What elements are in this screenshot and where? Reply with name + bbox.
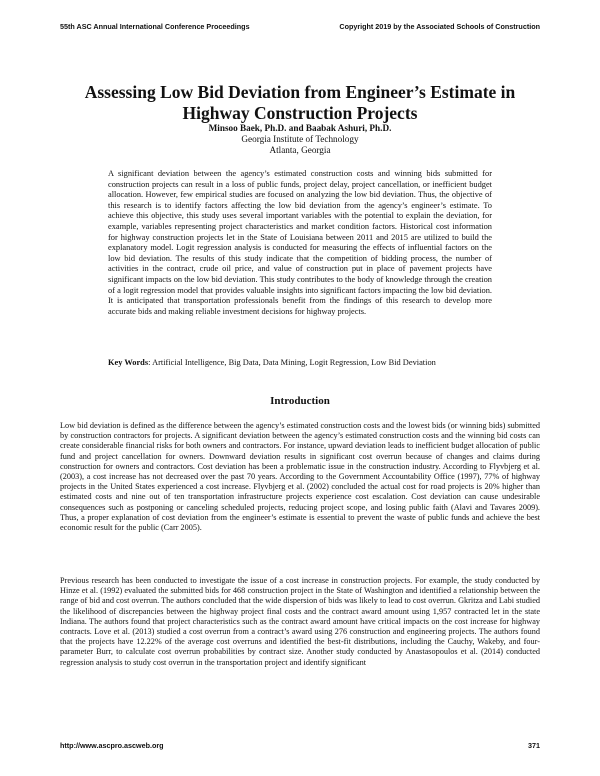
running-header-copyright: Copyright 2019 by the Associated Schools of Construction	[339, 22, 540, 31]
footer-url: http://www.ascpro.ascweb.org	[60, 741, 164, 750]
abstract: A significant deviation between the agency’s estimated construction costs and winning bids submitted for construction projects can result in a loss of public funds, project delay, project cancellation, or inefficient budget allocation. However, few empirical studies are focused on analyzing the low bid deviation. Thus, the objective of this research is to identify factors affecting the low bid deviation from the agency’s engineer’s estimate. To achieve this objective, this study uses several important variables with the potential to explain the deviation, for example, variables representing project characteristics and market condition factors. Historical cost information for highway construction projects let in the State of Louisiana between 2011 and 2015 are utilized to build the explanatory model. Logit regression analysis is conducted for measuring the effects of influential factors on the low bid deviation. The results of this study indicate that the competition of bidding process, the number of activities in the contract, crude oil price, and value of construction put in place of pavement projects have significant impacts on the low bid deviation. This study contributes to the body of knowledge through the creation of a logit regression model that provides valuable insights into significant factors impacting the low bid deviation. It is anticipated that transportation professionals benefit from the findings of this research to develop more accurate bids and making reliable investment decisions for highway projects.	[108, 169, 492, 316]
author-location: Atlanta, Georgia	[269, 145, 331, 155]
author-names: Minsoo Baek, Ph.D. and Baabak Ashuri, Ph.D.	[208, 123, 392, 133]
section-heading-introduction: Introduction	[270, 395, 330, 407]
introduction-paragraph-1: Low bid deviation is defined as the difference between the agency’s estimated construction costs and the lowest bids (or winning bids) submitted by construction contractors for projects. A significant deviation between the agency’s estimated construction costs and the winning bid costs can create considerable financial risks for both owners and contractors. For instance, upward deviation leads to inefficient budget allocation of public fund and project cancellation for owners. Downward deviation results in significant cost overrun because of changes and claims during construction for owners and contractors. Cost deviation has been a problematic issue in the construction industry. According to Flyvbjerg et al. (2003), a cost increase has not decreased over the past 70 years. According to the Government Accountability Office (1997), 77% of highway projects in the United States experienced a cost increase. Flyvbjerg et al. (2002) concluded the actual cost for road projects is 20% higher than estimated costs and nine out of ten transportation infrastructure projects experience cost escalation. Cost deviation can cause undesirable consequences such as postponing or canceling scheduled projects, reducing project scope, and losing public faith (Alavi and Tavares 2009). Thus, a proper explanation of cost deviation from the engineer’s estimate is essential to prevent the waste of public funds and achieve the best economic result for the public (Carr 2005).	[60, 421, 540, 533]
introduction-paragraph-2: Previous research has been conducted to investigate the issue of a cost increase in construction projects. For example, the study conducted by Hinze et al. (1992) evaluated the submitted bids for 468 construction project in the State of Washington and identified a relationship between the range of bid and cost overrun. The authors concluded that the wide dispersion of bids was likely to lead to cost overrun. Gkritza and Labi studied the likelihood of discrepancies between the highway project final costs and the contract award amount using 1,957 contracted let in the state Indiana. The authors found that project characteristics such as the contract award amount have critical impacts on the cost increase for highway contracts. Love et al. (2013) studied a cost overrun from a contract’s award using 276 construction and engineering projects. The authors found that the projects have 12.22% of the average cost overruns and identified the best-fit distributions, including the Cauchy, Wakeby, and four-parameter Burr, to calculate cost overrun probabilities by contract size. Another study conducted by Anastasopoulos et al. (2014) conducted regression analysis to study cost overrun in the transportation project and identify significant	[60, 576, 540, 667]
page-number: 371	[528, 741, 540, 750]
author-affiliation: Georgia Institute of Technology	[241, 134, 359, 144]
keywords	[108, 358, 492, 369]
paper-title: Assessing Low Bid Deviation from Engineer’s Estimate in Highway Construction Projects	[84, 81, 516, 123]
running-header-conference: 55th ASC Annual International Conference Proceedings	[60, 22, 250, 31]
keywords-label: Key Words	[108, 358, 149, 367]
author-block	[60, 123, 540, 156]
keywords-list: : Artificial Intelligence, Big Data, Data Mining, Logit Regression, Low Bid Deviation	[148, 358, 436, 367]
